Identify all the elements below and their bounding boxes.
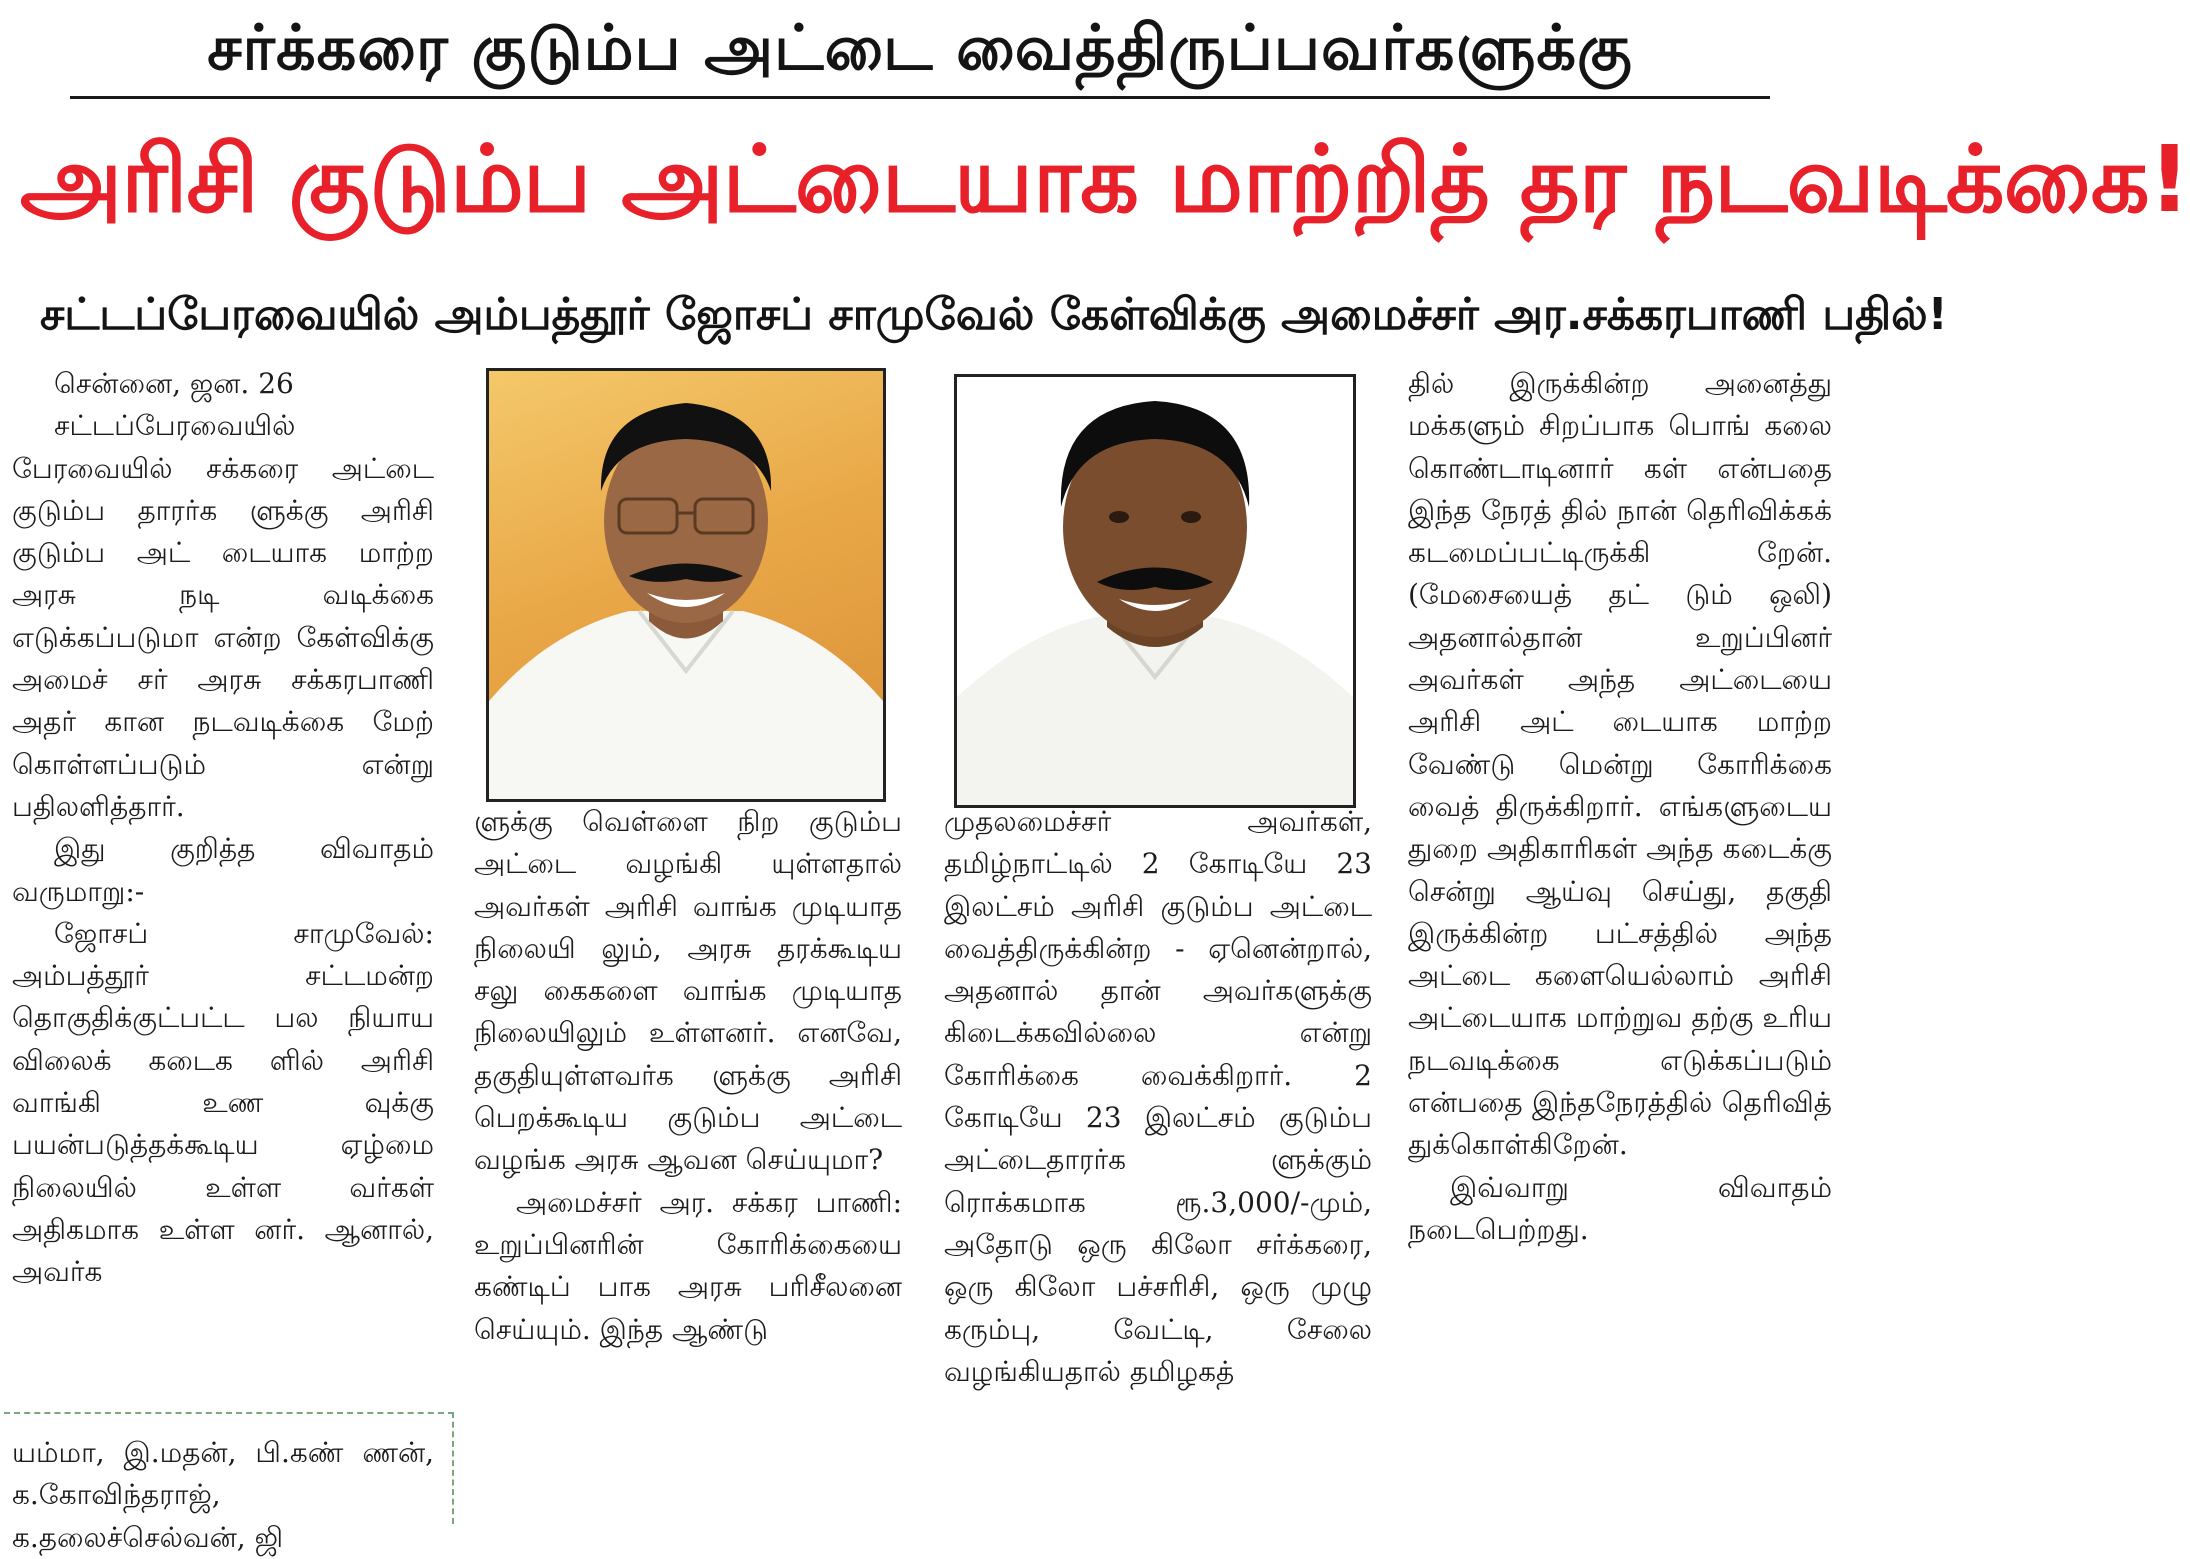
adjacent-article-text (12, 1432, 434, 1559)
adjacent-article-snippet: யம்மா, இ.மதன், பி.கண் ணன், க.கோவிந்தராஜ், க.தலைச்செல்வன், ஜி (12, 1436, 434, 1554)
dateline: சென்னை, ஜன. 26 (54, 367, 294, 400)
column4-paragraph-1: தில் இருக்கின்ற அனைத்து மக்களும் சிறப்பாக பொங் கலை கொண்டாடினார் கள் என்பதை இந்த நேரத் தில் நான் தெரிவிக்கக் கடமைப்பட்டிருக்கி றேன். (மேசையைத் தட் டும் ஒலி) அதனால்தான் உறுப்பினர் அவர்கள் அந்த அட்டையை அரிசி அட் டையாக மாற்ற வேண்டு மென்று கோரிக்கை வைத் திருக்கிறார். எங்களுடைய துறை அதிகாரிகள் அந்த கடைக்கு சென்று ஆய்வு செய்து, தகுதி இருக்கின்ற பட்சத்தில் அந்த அட்டை களையெல்லாம் அரிசி அட்டையாக மாற்றுவ தற்கு உரிய நடவடிக்கை எடுக்கப்படும் என்பதை இந்தநேரத்தில் தெரிவித் துக்கொள்கிறேன். (1408, 367, 1832, 1162)
column1-paragraph-1: சட்டப்பேரவையில் பேரவையில் சக்கரை அட்டை குடும்ப தாரர்க ளுக்கு அரிசி குடும்ப அட் டையாக மாற்ற அரசு நடி வடிக்கை எடுக்கப்படுமா என்ற கேள்விக்கு அமைச் சர் அரசு சக்கரபாணி அதர் கான நடவடிக்கை மேற் கொள்ளப்படும் என்று பதிலளித்தார். (12, 409, 434, 823)
column4-paragraph-2: இவ்வாறு விவாதம் நடைபெற்றது. (1408, 1170, 1832, 1246)
article-column-4 (1408, 363, 1832, 1251)
minister-photo (486, 368, 886, 802)
column1-paragraph-3: ஜோசப் சாமுவேல்: அம்பத்தூர் சட்டமன்ற தொகுதிக்குட்பட்ட பல நியாய விலைக் கடைக ளில் அரிசி வாங்கி உண வுக்கு பயன்படுத்தக்கூடிய ஏழ்மை நிலையில் உள்ள வர்கள் அதிகமாக உள்ள னர். ஆனால், அவர்க (12, 916, 434, 1289)
mla-photo (954, 374, 1356, 808)
kicker-headline: சர்க்கரை குடும்ப அட்டை வைத்திருப்பவர்களுக்கு (207, 11, 1633, 84)
column3-paragraph-1: முதலமைச்சர் அவர்கள், தமிழ்நாட்டில் 2 கோடியே 23 இலட்சம் அரிசி குடும்ப அட்டை வைத்திருக்கின்ற - ஏனென்றால், அதனால் தான் அவர்களுக்கு கிடைக்கவில்லை என்று கோரிக்கை வைக்கிறார். 2 கோடியே 23 இலட்சம் குடும்ப அட்டைதாரர்க ளுக்கும் ரொக்கமாக ரூ.3,000/-மும், அதோடு ஒரு கிலோ சர்க்கரை, ஒரு கிலோ பச்சரிசி, ஒரு முழு கரும்பு, வேட்டி, சேலை வழங்கியதால் தமிழகத் (944, 805, 1372, 1388)
sub-headline: சட்டப்பேரவையில் அம்பத்தூர் ஜோசப் சாமுவேல் கேள்விக்கு அமைச்சர் அர.சக்கரபாணி பதில்! (40, 289, 1948, 340)
article-column-3 (944, 801, 1372, 1393)
column1-paragraph-2: இது குறித்த விவாதம் வருமாறு:- (12, 832, 434, 908)
article-column-1 (12, 363, 434, 1294)
main-headline: அரிசி குடும்ப அட்டையாக மாற்றித் தர நடவடிக்கை! (20, 126, 2190, 233)
article-column-2 (474, 801, 902, 1351)
kicker-underline (70, 96, 1770, 99)
column2-paragraph-1: ளுக்கு வெள்ளை நிற குடும்ப அட்டை வழங்கி யுள்ளதால் அவர்கள் அரிசி வாங்க முடியாத நிலையி லும், அரசு தரக்கூடிய சலு கைகளை வாங்க முடியாத நிலையிலும் உள்ளனர். எனவே, தகுதியுள்ளவர்க ளுக்கு அரிசி பெறக்கூடிய குடும்ப அட்டை வழங்க அரசு ஆவன செய்யுமா? (474, 805, 902, 1177)
column2-paragraph-2: அமைச்சர் அர. சக்கர பாணி: உறுப்பினரின் கோரிக்கையை கண்டிப் பாக அரசு பரிசீலனை செய்யும். இந்த ஆண்டு (474, 1185, 902, 1346)
